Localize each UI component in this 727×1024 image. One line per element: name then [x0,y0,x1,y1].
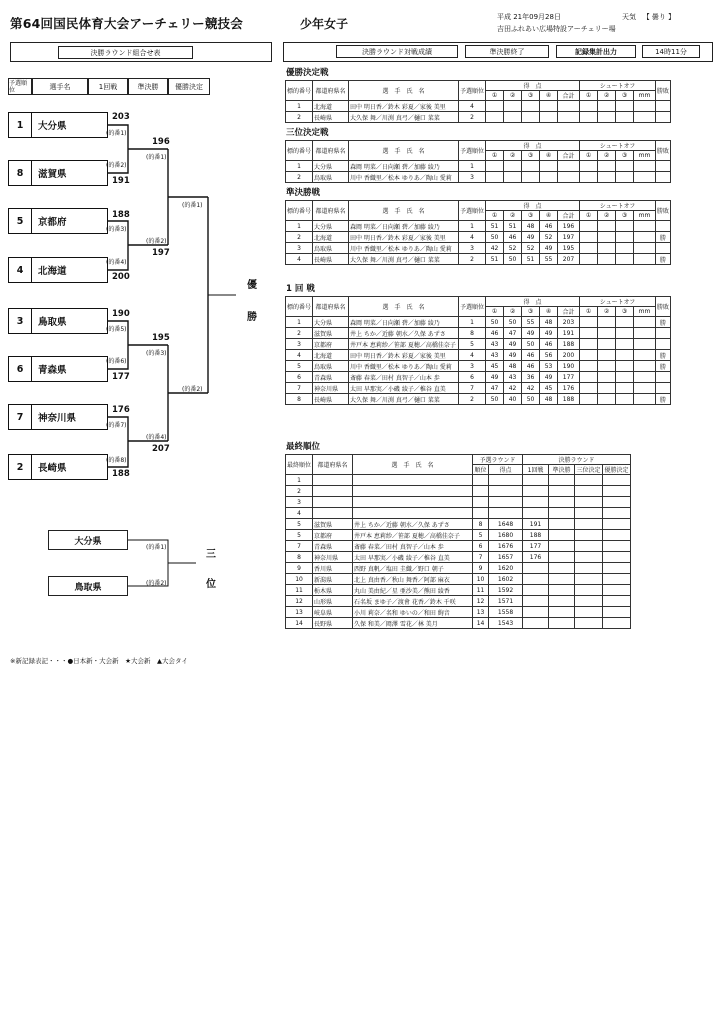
weather: 天気 【 曇り 】 [622,13,676,21]
table-row: 1 北海道 田中 明日香／鈴木 彩夏／家後 美里 4 [286,101,671,112]
hdr-total: 合計 [558,211,580,221]
footnote: ※新記録表記・・・●日本新・大会新 ★大会新 ▲大会タイ [10,657,188,665]
hdr-so-end: ③ [616,307,634,317]
table-row: 2 [286,486,631,497]
hdr-names: 選 手 氏 名 [349,81,459,101]
target-label: (的番3) [146,350,167,357]
category-label: 少年女子 [300,17,349,31]
hdr-win: 勝敗 [656,81,671,101]
table-row: 4 北海道 田中 明日香／鈴木 彩夏／家後 美里 4 43 49 46 56 200 勝 [286,350,671,361]
table-row: 7 青森県 斎藤 春菜／田村 真智子／山本 歩 6 1676 177 [286,541,631,552]
table-row: 8 神奈川県 太田 早那実／小磯 綾子／椎谷 直美 7 1657 176 [286,552,631,563]
table-row: 2 長崎県 大久保 舞／川渕 真弓／樋口 菜菜 2 [286,112,671,123]
table-row: 1 大分県 森岡 明菜／日向瀬 碧／加藤 綾乃 1 [286,161,671,172]
hdr-so-end: ① [580,151,598,161]
target-label: (的番7) [106,422,127,429]
result-title: 決勝ラウンド対戦成績 [336,45,458,58]
hdr-win: 勝敗 [656,201,671,221]
hdr-total: 合計 [558,91,580,101]
table-row: 12 山形県 石名坂 まゆ子／渡會 花香／鈴木 千咲 12 1571 [286,596,631,607]
r1-score: 191 [112,176,130,186]
seed-box: 2 長崎県 [8,454,108,480]
champion-char: 優 [247,280,257,291]
seed-box: 8 滋賀県 [8,160,108,186]
semi-match-title: 準決勝戦 [286,188,321,198]
hdr-names: 選 手 氏 名 [349,297,459,317]
hdr-so-end: ③ [616,91,634,101]
table-row: 5 滋賀県 井上 ちか／近藤 朝水／久保 あずさ 8 1648 191 [286,519,631,530]
semi-score: 207 [152,444,170,454]
hdr-pref: 都道府県名 [313,141,349,161]
table-row: 6 青森県 斎藤 春菜／田村 真智子／山本 歩 6 49 43 36 49 177 [286,372,671,383]
table-row: 5 京都府 井戸本 恵莉紗／笹部 夏穂／高橋佳奈子 5 1680 188 [286,530,631,541]
hdr-qual: 予選順位 [459,81,486,101]
target-label: (的番4) [106,259,127,266]
bracket-panel-title: 決勝ラウンド組合せ表 [58,46,193,59]
table-row: 3 京都府 井戸本 恵莉紗／笹部 夏穂／高橋佳奈子 5 43 49 50 46 188 [286,339,671,350]
event-venue: 吉田ふれあい広場特設アーチェリー場 [497,25,616,33]
hdr-shootoff: シュートオフ [580,141,656,151]
hdr-shootoff: シュートオフ [580,201,656,211]
table-row: 1 大分県 森岡 明菜／日向瀬 碧／加藤 綾乃 1 51 51 48 46 196 [286,221,671,232]
hdr-so-end: ① [580,307,598,317]
third-char: 位 [206,579,216,590]
hdr-end: ④ [540,307,558,317]
r1-score: 203 [112,112,130,122]
hdr-end: ④ [540,211,558,221]
hdr-end: ③ [522,307,540,317]
hdr-end: ④ [540,151,558,161]
hdr-sub: 順位 [473,465,489,475]
event-date: 平成 21年09月28日 [497,13,561,21]
hdr-points: 得 点 [486,81,580,91]
seed-box: 7 神奈川県 [8,404,108,430]
hdr-names: 選 手 氏 名 [353,455,473,475]
third-place-team: 鳥取県 [48,576,128,596]
hdr-points: 得 点 [486,297,580,307]
hdr-mm: mm [634,307,656,317]
r1-score: 188 [112,469,130,479]
table-row: 4 長崎県 大久保 舞／川渕 真弓／樋口 菜菜 2 51 50 51 55 207 勝 [286,254,671,265]
hdr-win: 勝敗 [656,141,671,161]
hdr-target: 標的番号 [286,201,313,221]
col-qual-rank: 予選順位 [8,78,32,95]
hdr-mm: mm [634,151,656,161]
table-row: 11 栃木県 丸山 美由紀／星 亜沙美／熊田 綾香 11 1592 [286,585,631,596]
hdr-end: ① [486,211,504,221]
hdr-so-end: ③ [616,211,634,221]
target-label: (的番2) [106,162,127,169]
third-place-team: 大分県 [48,530,128,550]
seed-box: 3 鳥取県 [8,308,108,334]
hdr-target: 標的番号 [286,297,313,317]
r1-score: 177 [112,372,130,382]
hdr-total: 合計 [558,151,580,161]
table-row: 7 神奈川県 太田 早那実／小磯 綾子／椎谷 直美 7 47 42 42 45 176 [286,383,671,394]
hdr-end: ① [486,91,504,101]
hdr-final-rank: 最終順位 [286,455,313,475]
final-ranking-title: 最終順位 [286,442,321,452]
target-label: (的番2) [146,580,167,587]
hdr-end: ② [504,151,522,161]
time-stamp: 14時11分 [642,45,700,58]
table-row: 4 [286,508,631,519]
r1-score: 176 [112,405,130,415]
target-label: (的番1) [146,154,167,161]
target-label: (的番1) [106,130,127,137]
table-row: 8 長崎県 大久保 舞／川渕 真弓／樋口 菜菜 2 50 40 50 48 188 勝 [286,394,671,405]
hdr-mm: mm [634,91,656,101]
table-row: 9 香川県 西野 真帆／塩田 圭織／野口 朝子 9 1620 [286,563,631,574]
target-label: (的番3) [106,226,127,233]
hdr-end: ② [504,91,522,101]
semi-score: 197 [152,248,170,258]
hdr-target: 標的番号 [286,141,313,161]
hdr-target: 標的番号 [286,81,313,101]
semi-score: 196 [152,137,170,147]
hdr-pref: 都道府県名 [313,81,349,101]
table-row: 2 北海道 田中 明日香／鈴木 彩夏／家後 美里 4 50 46 49 52 197 勝 [286,232,671,243]
third-match-title: 三位決定戦 [286,128,329,138]
seed-box: 5 京都府 [8,208,108,234]
hdr-points: 得 点 [486,141,580,151]
champion-char: 勝 [247,312,257,323]
hdr-end: ④ [540,91,558,101]
hdr-end: ① [486,307,504,317]
hdr-qual-round: 予選ラウンド [473,455,523,465]
hdr-sub: 1回戦 [523,465,549,475]
target-label: (的番1) [182,202,203,209]
table-row: 3 [286,497,631,508]
table-row: 2 滋賀県 井上 ちか／近藤 朝水／久保 あずさ 8 46 47 49 49 191 [286,328,671,339]
hdr-names: 選 手 氏 名 [349,201,459,221]
hdr-sub: 優勝決定 [603,465,631,475]
hdr-end: ③ [522,211,540,221]
seed-box: 4 北海道 [8,257,108,283]
table-row: 1 [286,475,631,486]
first-round-title: 1 回 戦 [286,284,315,294]
seed-box: 6 青森県 [8,356,108,382]
r1-score: 190 [112,309,130,319]
hdr-pref: 都道府県名 [313,201,349,221]
col-player-name: 選手名 [32,78,88,95]
hdr-so-end: ② [598,307,616,317]
hdr-end: ③ [522,91,540,101]
hdr-so-end: ② [598,91,616,101]
hdr-so-end: ③ [616,151,634,161]
final-match-title: 優勝決定戦 [286,68,329,78]
table-row: 13 岐阜県 小川 莉奈／名和 ゆいの／和田 絢音 13 1558 [286,607,631,618]
hdr-pref: 都道府県名 [313,297,349,317]
target-label: (的番2) [182,386,203,393]
hdr-sub: 得点 [489,465,523,475]
target-label: (的番1) [146,544,167,551]
hdr-pref: 都道府県名 [313,455,353,475]
record-output-label: 記録集計出力 [556,45,636,58]
hdr-names: 選 手 氏 名 [349,141,459,161]
hdr-mm: mm [634,211,656,221]
hdr-win: 勝敗 [656,297,671,317]
r1-score: 200 [112,272,130,282]
hdr-so-end: ① [580,91,598,101]
document-title: 第64回国民体育大会アーチェリー競技会 [10,16,243,31]
table-row: 14 長野県 久保 和美／岡澤 雪花／林 美月 14 1543 [286,618,631,629]
target-label: (的番4) [146,434,167,441]
hdr-end: ① [486,151,504,161]
table-row: 5 鳥取県 川中 香織里／松本 ゆりあ／陶山 愛莉 3 45 48 46 53 190 勝 [286,361,671,372]
target-label: (的番8) [106,457,127,464]
seed-box: 1 大分県 [8,112,108,138]
hdr-so-end: ② [598,211,616,221]
hdr-so-end: ① [580,211,598,221]
third-char: 三 [206,549,216,560]
hdr-end: ② [504,211,522,221]
hdr-end: ② [504,307,522,317]
target-label: (的番5) [106,326,127,333]
hdr-qual: 予選順位 [459,141,486,161]
table-row: 3 鳥取県 川中 香織里／松本 ゆりあ／陶山 愛莉 3 42 52 52 49 195 [286,243,671,254]
semi-score: 195 [152,333,170,343]
target-label: (的番2) [146,238,167,245]
table-row: 2 鳥取県 川中 香織里／松本 ゆりあ／陶山 愛莉 3 [286,172,671,183]
hdr-sub: 三位決定 [575,465,603,475]
table-row: 10 新潟県 北上 真由香／秋山 舞香／阿部 麻衣 10 1602 [286,574,631,585]
hdr-qual: 予選順位 [459,297,486,317]
hdr-sub: 準決勝 [549,465,575,475]
hdr-so-end: ② [598,151,616,161]
col-final: 優勝決定 [168,78,210,95]
hdr-points: 得 点 [486,201,580,211]
hdr-end: ③ [522,151,540,161]
hdr-qual: 予選順位 [459,201,486,221]
hdr-shootoff: シュートオフ [580,297,656,307]
r1-score: 188 [112,210,130,220]
target-label: (的番6) [106,358,127,365]
col-semifinal: 準決勝 [128,78,168,95]
status-badge: 準決勝終了 [465,45,549,58]
col-round1: 1回戦 [88,78,128,95]
hdr-shootoff: シュートオフ [580,81,656,91]
hdr-final-round: 決勝ラウンド [523,455,631,465]
hdr-total: 合計 [558,307,580,317]
table-row: 1 大分県 森岡 明菜／日向瀬 碧／加藤 綾乃 1 50 50 55 48 203 勝 [286,317,671,328]
